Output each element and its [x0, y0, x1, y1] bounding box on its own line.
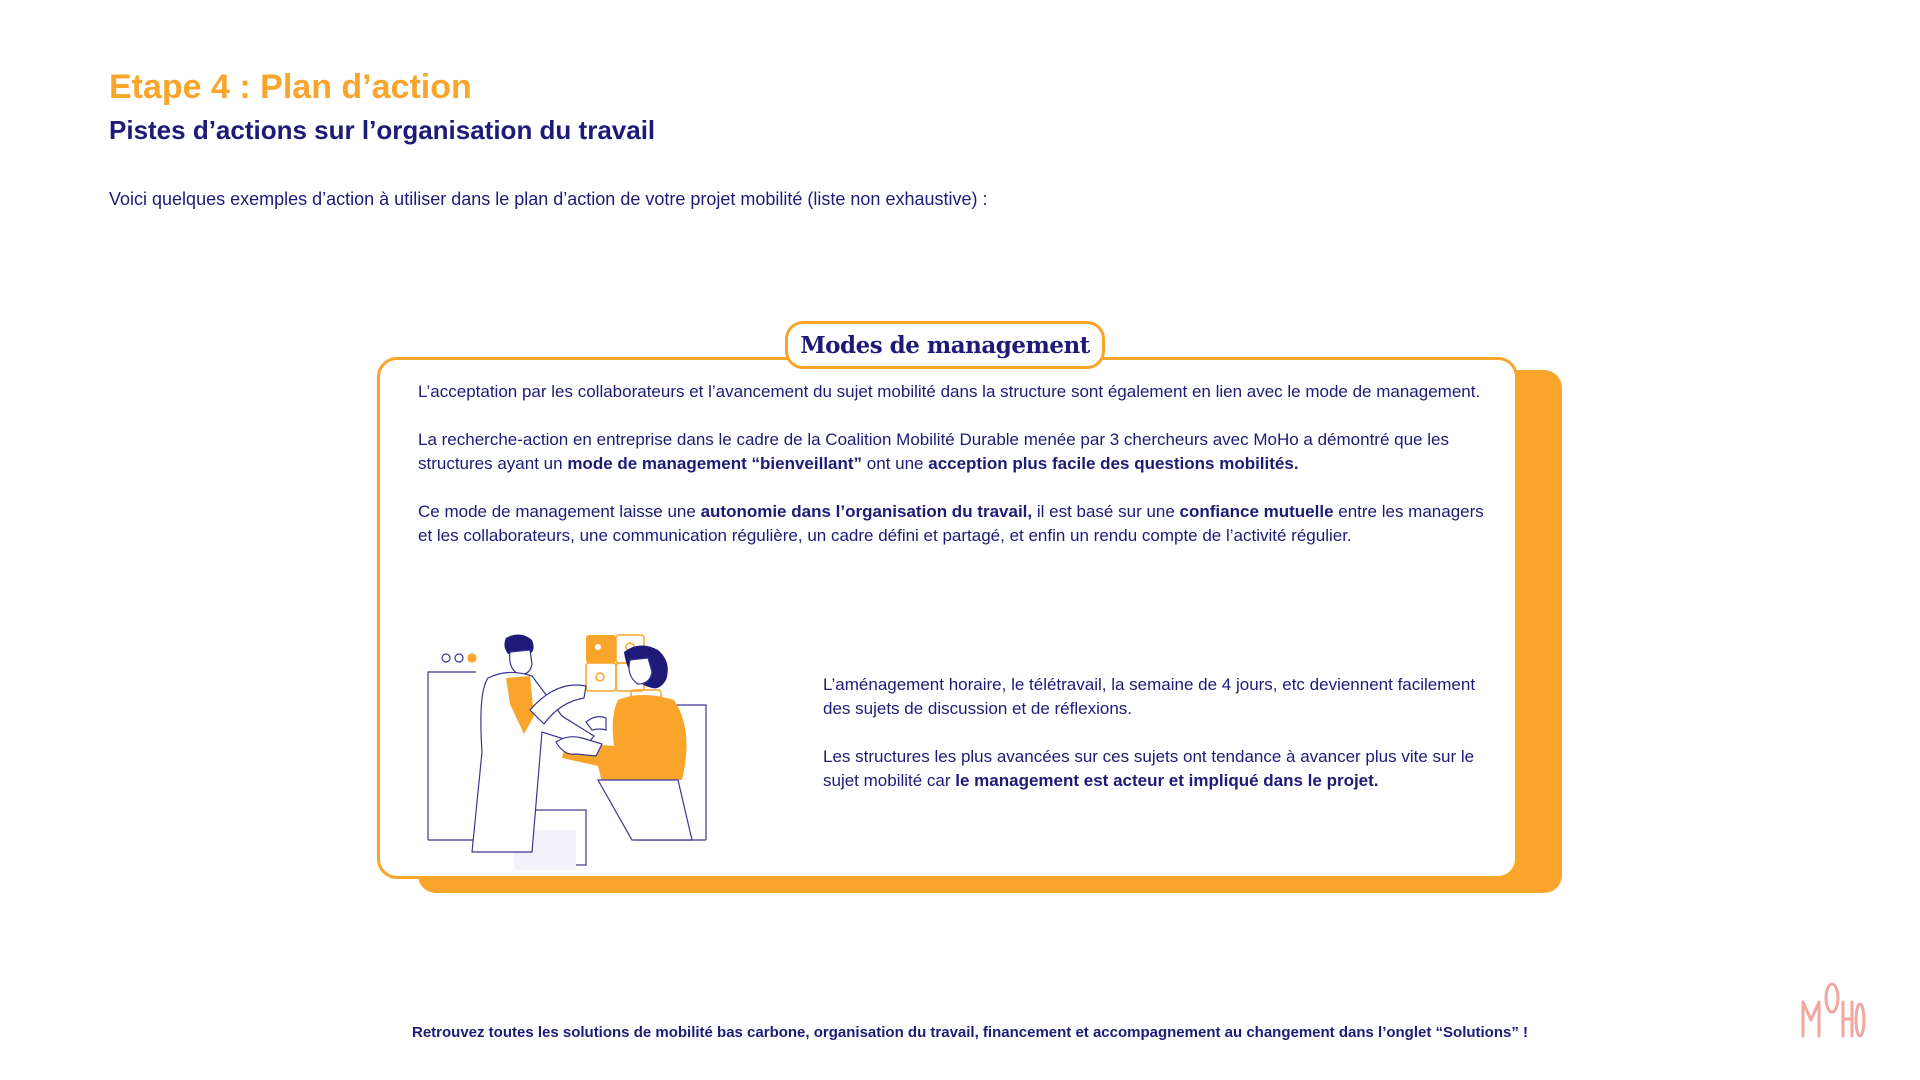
page-subtitle: Pistes d’actions sur l’organisation du travail — [109, 115, 656, 145]
paragraph-amenagement: L’aménagement horaire, le télétravail, la semaine de 4 jours, etc deviennent facilement des sujets de discussion et de réflexions. — [823, 675, 1476, 718]
card-tab — [785, 321, 1105, 369]
intro-text: Voici quelques exemples d’action à utiliser dans le plan d’action de votre projet mobilité (liste non exhaustive) : — [109, 189, 988, 209]
page-title: Etape 4 : Plan d’action — [109, 68, 472, 106]
dot-2 — [455, 654, 463, 662]
dot-3 — [468, 654, 476, 662]
moho-logo — [1800, 980, 1866, 1040]
paragraph-acceptation: L’acceptation par les collaborateurs et l’avancement du sujet mobilité dans la structure sont également en lien avec le mode de management. — [418, 382, 1481, 401]
dot-1 — [442, 654, 450, 662]
side-text — [823, 673, 1488, 817]
handshake-illustration — [418, 630, 778, 875]
card-tab-label: Modes de management — [800, 331, 1090, 359]
paragraph-mode: Ce mode de management laisse une autonomie dans l’organisation du travail, il est basé sur une confiance mutuelle entre les managers et les collaborateurs, une communication régulière, un cadre défini et partagé, et enfin un rendu compte de l’activité régulier. — [418, 502, 1484, 545]
paragraph-structures: Les structures les plus avancées sur ces sujets ont tendance à avancer plus vite sur le sujet mobilité car le management est acteur et impliqué dans le projet. — [823, 747, 1475, 790]
card-body — [418, 380, 1488, 572]
paragraph-recherche: La recherche-action en entreprise dans le cadre de la Coalition Mobilité Durable menée par 3 chercheurs avec MoHo a démontré que les structures ayant un mode de management “bienveillant” ont une acception plus facile des questions mobilités. — [418, 430, 1449, 473]
footer-note: Retrouvez toutes les solutions de mobilité bas carbone, organisation du travail, financement et accompagnement au changement dans l’onglet “Solutions” ! — [411, 1024, 1529, 1041]
